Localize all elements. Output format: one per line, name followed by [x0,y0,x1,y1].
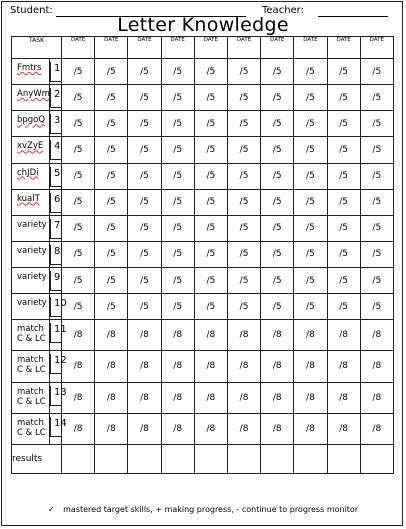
table-row [12,59,394,85]
score-cell[interactable]: /5 [128,241,161,267]
score-cell[interactable]: /8 [261,320,294,351]
score-cell[interactable]: /5 [161,189,194,215]
score-cell[interactable]: /5 [62,215,95,241]
score-cell[interactable]: /8 [128,351,161,382]
teacher-label: Teacher: [262,5,304,16]
score-cell[interactable]: /5 [128,215,161,241]
score-cell[interactable]: /5 [95,163,128,189]
score-cell[interactable]: /8 [62,320,95,351]
score-cell[interactable]: /5 [95,215,128,241]
date-column-header: DATE [62,37,95,59]
row-number-cell [50,111,62,137]
date-column-header: DATE [227,37,260,59]
row-number: 12 [54,355,67,367]
score-cell[interactable]: /5 [194,294,227,320]
results-cell[interactable] [128,444,161,473]
row-number: 7 [54,219,61,231]
score-cell[interactable]: /5 [227,268,260,294]
score-cell[interactable]: /5 [227,59,260,85]
score-cell[interactable]: /8 [227,413,260,444]
row-number: 5 [54,167,61,179]
score-cell[interactable]: /8 [294,351,327,382]
results-cell[interactable] [194,444,227,473]
table-row [12,413,394,444]
task-label: AnyWm [17,89,50,100]
score-cell[interactable]: /8 [227,351,260,382]
table-header-row [12,37,394,59]
score-cell[interactable]: /8 [128,320,161,351]
results-cell[interactable] [227,444,260,473]
score-cell[interactable]: /5 [227,137,260,163]
score-cell[interactable]: /5 [128,85,161,111]
score-cell[interactable]: /5 [194,137,227,163]
score-cell[interactable]: /8 [194,413,227,444]
score-cell[interactable]: /8 [62,382,95,413]
score-cell[interactable]: /8 [360,351,393,382]
results-cell[interactable] [95,444,128,473]
score-cell[interactable]: /8 [161,382,194,413]
row-number-cell [50,59,62,85]
score-cell[interactable]: /5 [95,85,128,111]
task-cell [12,137,50,163]
row-number-cell [50,85,62,111]
score-cell[interactable]: /5 [161,163,194,189]
task-label: variety [17,245,47,256]
score-cell[interactable]: /8 [227,320,260,351]
date-column-header: DATE [161,37,194,59]
score-cell[interactable]: /5 [360,215,393,241]
task-label: match C & LC [17,417,46,438]
score-cell[interactable]: /5 [62,294,95,320]
row-number: 2 [54,89,61,101]
table-row [12,382,394,413]
date-column-header: DATE [294,37,327,59]
task-label: variety [17,272,47,282]
score-cell[interactable]: /5 [261,111,294,137]
table-row [12,215,394,241]
score-cell[interactable]: /5 [62,268,95,294]
task-label: chJDi [17,167,39,178]
task-cell [12,268,50,294]
score-cell[interactable]: /5 [360,163,393,189]
score-cell[interactable]: /8 [194,351,227,382]
row-number: 10 [54,298,67,310]
score-cell[interactable]: /8 [327,320,360,351]
score-cell[interactable]: /5 [161,215,194,241]
score-cell[interactable]: /5 [327,268,360,294]
score-cell[interactable]: /5 [294,137,327,163]
score-cell[interactable]: /5 [261,189,294,215]
score-cell[interactable]: /8 [95,320,128,351]
task-cell [12,320,50,351]
score-cell[interactable]: /8 [194,382,227,413]
date-column-header: DATE [95,37,128,59]
score-cell[interactable]: /5 [194,163,227,189]
score-cell[interactable]: /8 [261,351,294,382]
score-cell[interactable]: /8 [261,413,294,444]
score-cell[interactable]: /5 [161,59,194,85]
task-label: kualT [17,193,40,204]
task-label: match C & LC [17,386,46,407]
table-row [12,268,394,294]
score-cell[interactable]: /5 [294,59,327,85]
score-cell[interactable]: /5 [161,85,194,111]
score-cell[interactable]: /5 [62,85,95,111]
score-cell[interactable]: /5 [327,294,360,320]
task-label: Fmtrs [17,63,42,73]
score-cell[interactable]: /5 [360,241,393,267]
table-row [12,189,394,215]
row-number-cell [50,413,67,444]
score-cell[interactable]: /5 [161,241,194,267]
score-cell[interactable]: /5 [62,241,95,267]
row-number: 14 [54,417,67,429]
score-cell[interactable]: /5 [128,163,161,189]
task-cell [12,59,50,85]
row-number-cell [50,294,67,320]
score-cell[interactable]: /8 [360,382,393,413]
score-cell[interactable]: /5 [327,163,360,189]
date-column-header: DATE [327,37,360,59]
row-number-cell [50,241,62,267]
score-cell[interactable]: /5 [194,189,227,215]
score-cell[interactable]: /5 [194,111,227,137]
score-cell[interactable]: /5 [62,163,95,189]
table-row [12,320,394,351]
score-cell[interactable]: /8 [161,351,194,382]
score-cell[interactable]: /5 [261,294,294,320]
row-number-cell [50,189,62,215]
task-cell [12,382,50,413]
row-number: 13 [54,386,67,398]
score-cell[interactable]: /5 [227,85,260,111]
task-cell [12,241,50,267]
score-cell[interactable]: /5 [194,59,227,85]
score-cell[interactable]: /8 [161,320,194,351]
task-label: bpgoQ [17,115,46,126]
task-cell [12,189,50,215]
results-cell[interactable] [327,444,360,473]
score-cell[interactable]: /5 [227,294,260,320]
score-cell[interactable]: /8 [161,413,194,444]
score-cell[interactable]: /5 [161,268,194,294]
table-row [12,241,394,267]
table-row [12,163,394,189]
score-cell[interactable]: /5 [360,111,393,137]
row-number-cell [50,382,67,413]
score-cell[interactable]: /5 [95,241,128,267]
task-cell [12,413,50,444]
task-cell [12,85,50,111]
footer-legend-text: mastered target skills, + making progress, - continue to progress monitor [63,505,359,514]
row-number-cell [50,163,62,189]
score-cell[interactable]: /5 [95,59,128,85]
score-cell[interactable]: /8 [95,351,128,382]
task-label: match C & LC [17,324,46,345]
score-cell[interactable]: /5 [261,85,294,111]
score-cell[interactable]: /5 [327,111,360,137]
score-cell[interactable]: /8 [360,413,393,444]
score-cell[interactable]: /5 [360,137,393,163]
score-cell[interactable]: /5 [194,268,227,294]
score-cell[interactable]: /5 [62,111,95,137]
results-label: results [12,444,62,473]
score-cell[interactable]: /5 [360,189,393,215]
row-number-cell [50,351,67,382]
table-row [12,351,394,382]
score-cell[interactable]: /5 [294,294,327,320]
row-number-cell [50,268,62,294]
score-cell[interactable]: /5 [294,189,327,215]
task-cell [12,111,50,137]
task-cell [12,294,50,320]
results-cell[interactable] [261,444,294,473]
results-cell[interactable] [294,444,327,473]
score-cell[interactable]: /5 [327,189,360,215]
task-label: variety [17,219,47,230]
score-cell[interactable]: /8 [62,413,95,444]
row-number: 3 [54,115,61,127]
score-cell[interactable]: /5 [294,163,327,189]
results-cell[interactable] [62,444,95,473]
score-cell[interactable]: /5 [194,215,227,241]
score-cell[interactable]: /8 [294,382,327,413]
score-cell[interactable]: /5 [360,268,393,294]
task-cell [12,215,50,241]
score-cell[interactable]: /5 [294,215,327,241]
table-row [12,111,394,137]
student-label: Student: [10,5,53,16]
score-cell[interactable]: /5 [294,241,327,267]
score-cell[interactable]: /5 [194,241,227,267]
score-cell[interactable]: /5 [327,85,360,111]
row-number-cell [50,215,62,241]
results-row [12,444,394,473]
table-row [12,85,394,111]
date-column-header: DATE [128,37,161,59]
row-number-cell [50,320,67,351]
score-cell[interactable]: /8 [95,413,128,444]
score-cell[interactable]: /5 [128,268,161,294]
score-cell[interactable]: /5 [327,59,360,85]
score-cell[interactable]: /5 [227,241,260,267]
task-cell [12,163,50,189]
score-cell[interactable]: /5 [261,163,294,189]
score-cell[interactable]: /8 [360,320,393,351]
score-cell[interactable]: /5 [327,215,360,241]
row-number: 8 [54,245,61,257]
row-number: 1 [54,63,61,74]
progress-table [11,36,394,474]
score-cell[interactable]: /5 [128,111,161,137]
task-column-header: TASK [12,37,62,59]
score-cell[interactable]: /8 [95,382,128,413]
score-cell[interactable]: /5 [161,111,194,137]
date-column-header: DATE [360,37,393,59]
results-cell[interactable] [360,444,393,473]
date-column-header: DATE [261,37,294,59]
score-cell[interactable]: /8 [261,382,294,413]
score-cell[interactable]: /5 [327,241,360,267]
score-cell[interactable]: /5 [261,59,294,85]
row-number: 4 [54,141,61,153]
score-cell[interactable]: /5 [294,111,327,137]
task-label: match C & LC [17,355,46,376]
row-number: 9 [54,272,61,283]
score-cell[interactable]: /8 [128,382,161,413]
score-cell[interactable]: /5 [62,59,95,85]
score-cell[interactable]: /8 [327,351,360,382]
score-cell[interactable]: /5 [194,85,227,111]
score-cell[interactable]: /5 [360,85,393,111]
row-number: 11 [54,324,67,336]
table-row [12,137,394,163]
date-column-header: DATE [194,37,227,59]
score-cell[interactable]: /5 [95,268,128,294]
score-cell[interactable]: /5 [261,215,294,241]
score-cell[interactable]: /5 [161,294,194,320]
score-cell[interactable]: /5 [294,85,327,111]
task-cell [12,351,50,382]
task-label: xvZyE [17,141,44,152]
score-cell[interactable]: /5 [227,111,260,137]
score-cell[interactable]: /8 [294,320,327,351]
score-cell[interactable]: /5 [95,137,128,163]
score-cell[interactable]: /5 [95,189,128,215]
score-cell[interactable]: /5 [128,189,161,215]
score-cell[interactable]: /5 [128,137,161,163]
score-cell[interactable]: /5 [128,294,161,320]
task-label: variety [17,298,47,309]
score-cell[interactable]: /5 [261,137,294,163]
footer-legend [0,505,406,514]
score-cell[interactable]: /5 [227,189,260,215]
score-cell[interactable]: /5 [360,294,393,320]
score-cell[interactable]: /8 [194,320,227,351]
page-title: Letter Knowledge [117,14,289,36]
table-body [12,59,394,474]
score-cell[interactable]: /5 [62,137,95,163]
score-cell[interactable]: /8 [327,413,360,444]
score-cell[interactable]: /8 [227,382,260,413]
score-cell[interactable]: /8 [294,413,327,444]
score-cell[interactable]: /8 [327,382,360,413]
table-row [12,294,394,320]
score-cell[interactable]: /5 [95,111,128,137]
checkmark-icon: ✓ [47,505,55,514]
score-cell[interactable]: /8 [128,413,161,444]
row-number-cell [50,137,62,163]
score-cell[interactable]: /5 [261,268,294,294]
score-cell[interactable]: /5 [62,189,95,215]
score-cell[interactable]: /5 [227,215,260,241]
score-cell[interactable]: /5 [261,241,294,267]
score-cell[interactable]: /8 [62,351,95,382]
results-cell[interactable] [161,444,194,473]
score-cell[interactable]: /5 [128,59,161,85]
score-cell[interactable]: /5 [294,268,327,294]
score-cell[interactable]: /5 [327,137,360,163]
row-number: 6 [54,193,61,205]
score-cell[interactable]: /5 [360,59,393,85]
score-cell[interactable]: /5 [95,294,128,320]
score-cell[interactable]: /5 [227,163,260,189]
score-cell[interactable]: /5 [161,137,194,163]
